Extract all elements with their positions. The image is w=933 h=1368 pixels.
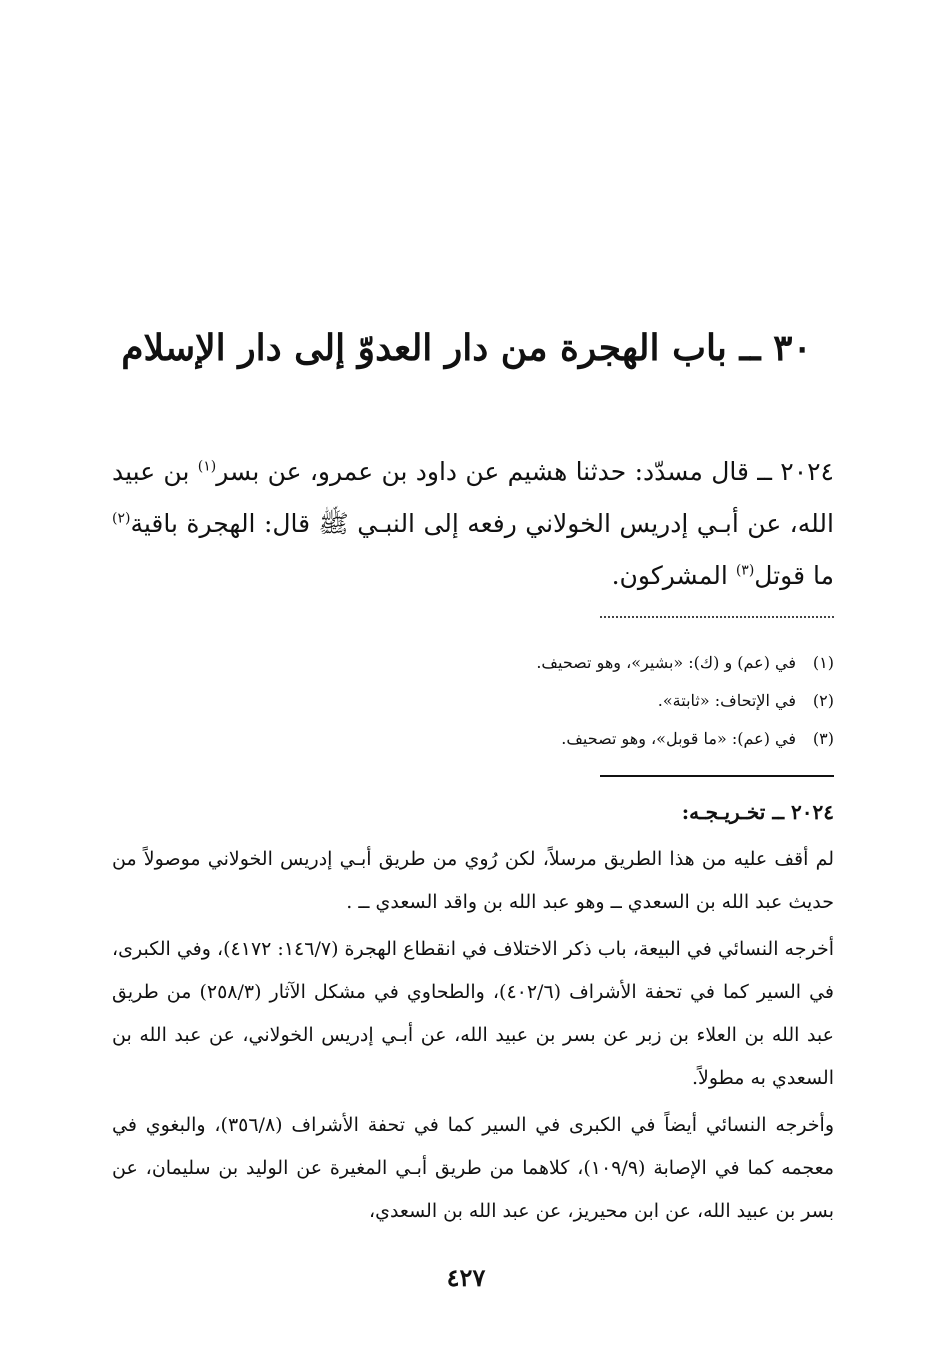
footnote-item	[112, 644, 834, 682]
footnote-number: (٢)	[812, 691, 834, 710]
hadith-line-3: المشركون.	[611, 561, 728, 590]
hadith-number: ٢٠٢٤	[780, 457, 834, 486]
hadith-line-2: ما قوتل	[754, 561, 834, 590]
footnote-ref-2: (٢)	[112, 510, 131, 527]
footnote-number: (١)	[812, 653, 834, 672]
page-number: ٤٢٧	[446, 1263, 486, 1292]
takhrij-paragraph: وأخرجه النسائي أيضاً في الكبرى في السير كما في تحفة الأشراف (٣٥٦/٨)، والبغوي في معجمه كما في الإصابة (١٠٩/٩)، كلاهما من طريق أبـي المغيرة عن الوليد بن سليمان، عن بسر بن عبيد الله، عن ابن محيريز، عن عبد الله بن السعدي،	[112, 1114, 835, 1222]
takhrij-body	[112, 838, 834, 1237]
hadith-dash: ــ	[757, 457, 772, 486]
chapter-title: ٣٠ ــ باب الهجرة من دار العدوّ إلى دار الإسلام	[121, 327, 812, 369]
footnote-text: في (عم): «ما قوبل»، وهو تصحيف.	[561, 729, 796, 748]
takhrij-paragraph: أخرجه النسائي في البيعة، باب ذكر الاختلاف في انقطاع الهجرة (١٤٦/٧: ٤١٧٢)، وفي الكبرى، في السير كما في تحفة الأشراف (٤٠٢/٦)، والطحاوي في مشكل الآثار (٢٥٨/٣) من طريق عبد الله بن العلاء بن زبر عن بسر بن عبيد الله، عن أبـي إدريس الخولاني، عن عبد الله بن السعدي به مطولاً.	[112, 938, 834, 1089]
hadith-line-1: قال مسدّد: حدثنا هشيم عن داود بن عمرو، عن بسر	[216, 457, 749, 486]
footnote-item	[112, 682, 834, 720]
footnote-separator	[600, 616, 834, 618]
hadith-text	[112, 446, 834, 602]
footnotes-list	[112, 644, 834, 758]
footnote-ref-1: (١)	[197, 458, 217, 475]
footnote-item	[112, 720, 834, 758]
footnote-text: في الإتحاف: «ثابتة».	[657, 691, 796, 710]
hadith-line-1b: بن عبيد الله، عن أبـي إدريس الخولاني رفعه إلى النبـي ﷺ قال: الهجرة باقية	[112, 457, 834, 538]
takhrij-paragraph: لم أقف عليه من هذا الطريق مرسلاً، لكن رُوي من طريق أبـي إدريس الخولاني موصولاً من حديث عبد الله بن السعدي ــ وهو عبد الله بن واقد السعدي ــ .	[112, 848, 834, 913]
hadith-paragraph	[112, 446, 834, 602]
section-divider	[600, 775, 834, 777]
footnote-ref-3: (٣)	[735, 562, 755, 579]
takhrij-heading: ٢٠٢٤ ــ تخـريـجـه:	[681, 800, 834, 824]
footnote-text: في (عم) و (ك): «بشير»، وهو تصحيف.	[536, 653, 796, 672]
footnote-number: (٣)	[812, 729, 834, 748]
